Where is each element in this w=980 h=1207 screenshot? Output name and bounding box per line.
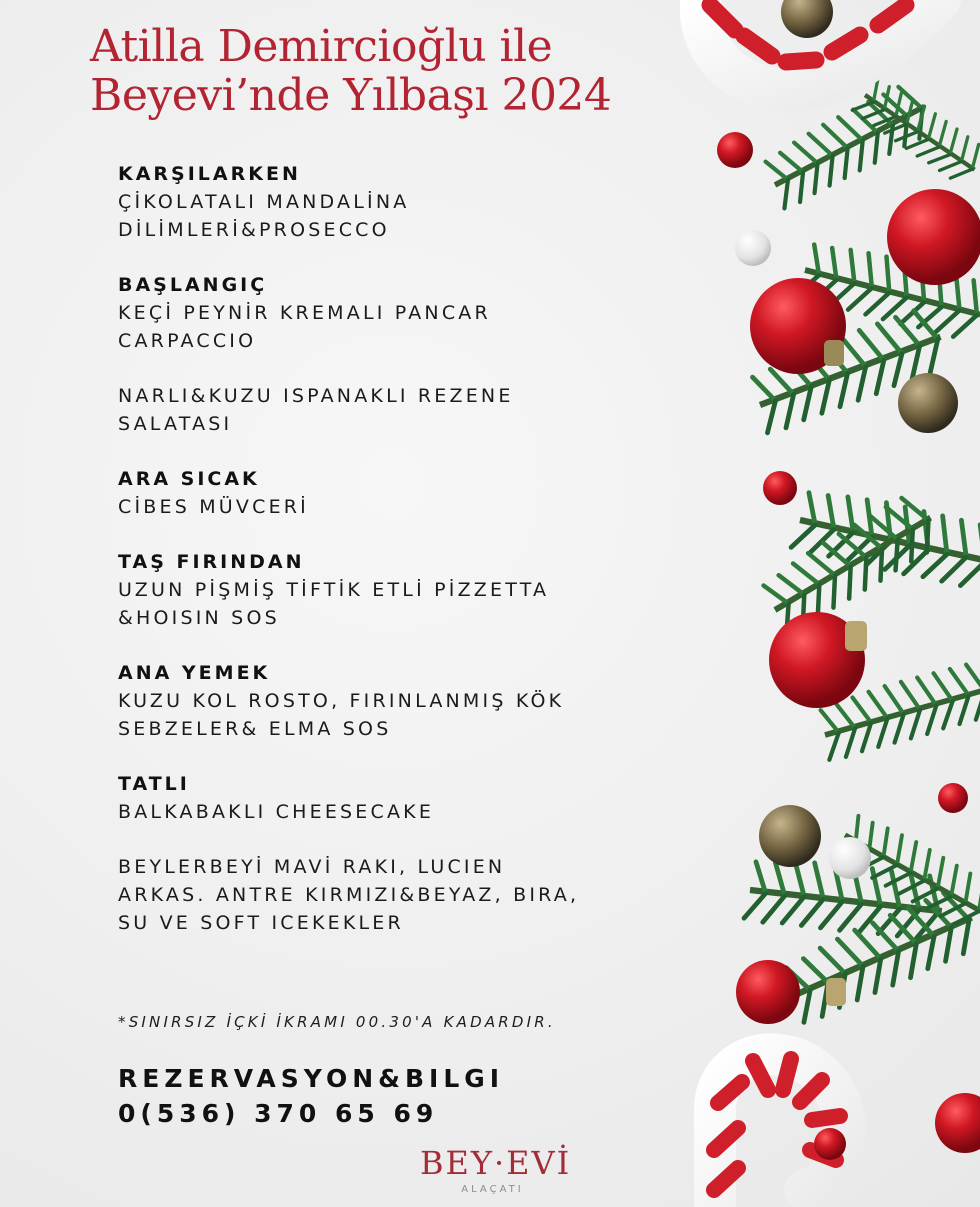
menu-item: ÇİKOLATALI MANDALİNA: [118, 191, 410, 213]
section-title: BAŞLANGIÇ: [118, 274, 268, 296]
menu-item: &HOISIN SOS: [118, 607, 280, 629]
section-title: TAŞ FIRINDAN: [118, 551, 305, 573]
brand-logo: [420, 1144, 572, 1195]
drinks-item: ARKAS. ANTRE KIRMIZI&BEYAZ, BIRA,: [118, 884, 580, 906]
menu-item: KUZU KOL ROSTO, FIRINLANMIŞ KÖK: [118, 690, 565, 712]
menu-list: [118, 160, 678, 964]
menu-item: KEÇİ PEYNİR KREMALI PANCAR: [118, 302, 491, 324]
menu-section-ana-yemek: [118, 659, 678, 743]
menu-item: BALKABAKLI CHEESECAKE: [118, 801, 435, 823]
section-title: TATLI: [118, 773, 190, 795]
menu-section-baslangic: [118, 271, 678, 438]
drinks-note: *SINIRSIZ İÇKİ İKRAMI 00.30'A KADARDIR.: [118, 1013, 556, 1031]
decoration-illustration: [680, 0, 980, 1207]
menu-item: CARPACCIO: [118, 330, 257, 352]
section-title: ARA SICAK: [118, 468, 260, 490]
menu-item: CİBES MÜVCERİ: [118, 496, 309, 518]
menu-item: NARLI&KUZU ISPANAKLI REZENE: [118, 385, 514, 407]
title-line-1: Atilla Demircioğlu ile: [90, 21, 553, 72]
drinks-section: [118, 853, 678, 937]
menu-section-ara-sicak: [118, 465, 678, 521]
logo-wordmark: BEY·EVİ: [420, 1144, 572, 1182]
drinks-item: BEYLERBEYİ MAVİ RAKI, LUCIEN: [118, 856, 506, 878]
title-line-2: Beyevi’nde Yılbaşı 2024: [90, 70, 612, 121]
menu-item: UZUN PİŞMİŞ TİFTİK ETLİ PİZZETTA: [118, 579, 550, 601]
menu-item: DİLİMLERİ&PROSECCO: [118, 219, 390, 241]
page-title: [90, 22, 700, 120]
menu-item: SALATASI: [118, 413, 233, 435]
section-title: KARŞILARKEN: [118, 163, 301, 185]
logo-location: ALAÇATI: [461, 1184, 524, 1195]
reservation-phone: 0(536) 370 65 69: [118, 1099, 439, 1128]
christmas-decoration: [680, 0, 980, 1207]
drinks-item: SU VE SOFT ICEKEKLER: [118, 912, 404, 934]
section-title: ANA YEMEK: [118, 662, 271, 684]
menu-section-tatli: [118, 770, 678, 826]
menu-section-karsilarken: [118, 160, 678, 244]
menu-section-tas-firindan: [118, 548, 678, 632]
menu-item: SEBZELER& ELMA SOS: [118, 718, 392, 740]
reservation-label: REZERVASYON&BILGI: [118, 1064, 505, 1093]
